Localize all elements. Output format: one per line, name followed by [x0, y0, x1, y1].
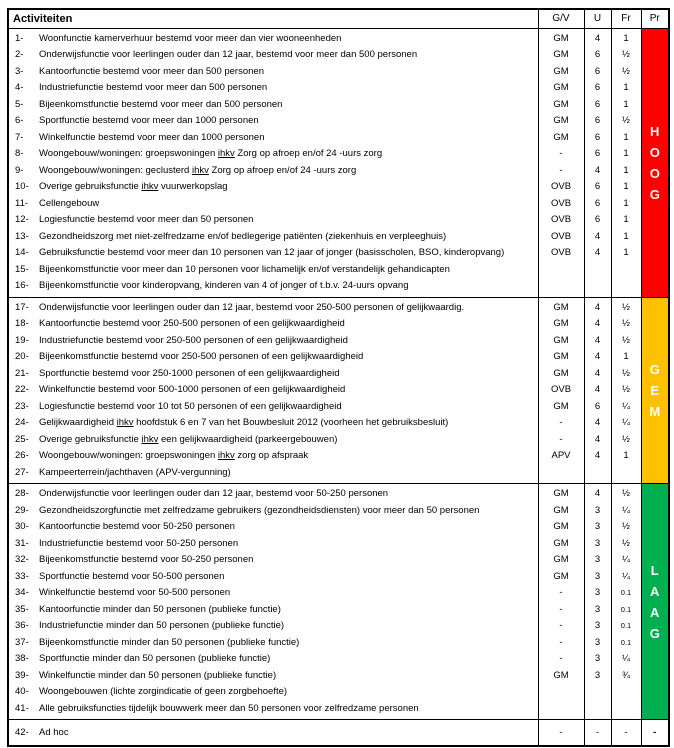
activity-row — [9, 503, 538, 520]
row-number: 38- — [15, 653, 29, 664]
row-number: 22- — [15, 384, 29, 395]
gv-value: OVB — [550, 214, 572, 225]
gv-value: GM — [553, 504, 569, 516]
activity-row — [9, 97, 538, 114]
gv-value: GM — [553, 669, 569, 681]
gv-value: - — [559, 433, 563, 445]
activity-text: Kantoorfunctie bestemd voor meer dan 500 personen — [39, 65, 264, 77]
row-number: 40- — [15, 686, 29, 697]
fr-value: ½ — [622, 334, 630, 346]
row-number: 16- — [15, 280, 29, 291]
activity-row — [9, 278, 538, 295]
fr-value: 1 — [623, 351, 629, 362]
fr-value: ¾ — [622, 669, 630, 681]
activity-row — [9, 536, 538, 553]
fr-value: ½ — [622, 367, 630, 379]
activity-row — [9, 262, 538, 279]
u-cell — [584, 28, 611, 297]
priority-group-gem — [8, 297, 669, 484]
fr-value: 1 — [623, 247, 629, 258]
fr-value — [612, 278, 641, 295]
fr-cell — [611, 484, 641, 720]
fr-value: ¼ — [622, 417, 630, 428]
u-value: 4 — [594, 230, 601, 242]
priority-group-laag — [8, 484, 669, 720]
u-value: 3 — [594, 554, 601, 565]
gv-value: OVB — [550, 247, 572, 258]
fr-value — [612, 465, 641, 482]
u-value: 4 — [594, 417, 601, 428]
row-number: 28- — [15, 488, 29, 499]
activity-row — [9, 465, 538, 482]
gv-value: - — [559, 603, 563, 615]
u-value: 6 — [594, 82, 601, 93]
activity-row — [9, 146, 538, 163]
activity-text: Kantoorfunctie bestemd voor 50-250 personen — [39, 521, 235, 532]
activity-row — [9, 333, 538, 350]
fr-value: ½ — [622, 488, 630, 499]
priority-band-gem — [641, 297, 669, 484]
gv-cell — [538, 28, 584, 297]
fr-value: ¼ — [622, 653, 630, 664]
row-number: 8- — [15, 148, 24, 159]
u-value: 3 — [594, 521, 601, 532]
gv-value: - — [559, 587, 563, 598]
u-value: 4 — [594, 384, 601, 395]
fr-value: ¼ — [622, 400, 630, 412]
priority-letter: G — [649, 186, 660, 202]
row-number: 14- — [15, 247, 29, 258]
row-number: 37- — [15, 636, 29, 648]
row-number: 25- — [15, 433, 29, 445]
activity-text: Industriefunctie bestemd voor meer dan 500 personen — [39, 82, 268, 93]
u-value: 4 — [594, 450, 601, 461]
gv-value: OVB — [550, 197, 572, 209]
fr-value: ½ — [622, 115, 630, 126]
table-header — [8, 9, 669, 28]
activities-cell — [8, 297, 538, 484]
activity-text: Kantoorfunctie bestemd voor 250-500 personen of een gelijkwaardigheid — [39, 318, 345, 329]
gv-value: GM — [553, 554, 569, 565]
fr-value: 1 — [623, 214, 629, 225]
activity-text: Kampeerterrein/jachthaven (APV-vergunning) — [39, 466, 231, 478]
activity-row — [9, 47, 538, 64]
activity-row — [9, 245, 538, 262]
row-number: 2- — [15, 49, 24, 60]
row-number: 9- — [15, 164, 24, 176]
u-value: 3 — [594, 620, 601, 631]
u-value: 4 — [594, 164, 601, 176]
row-number: 20- — [15, 351, 29, 362]
row-number: 17- — [15, 301, 29, 313]
row-number: 33- — [15, 570, 29, 582]
adhoc-row — [8, 720, 669, 746]
header-u: U — [584, 9, 611, 28]
u-value — [585, 262, 611, 279]
fr-value: 1 — [623, 450, 629, 461]
u-value: 3 — [594, 603, 601, 615]
fr-cell — [611, 297, 641, 484]
priority-letter: L — [650, 562, 659, 578]
activity-text: Overige gebruiksfunctie ihkv vuurwerkopslag — [39, 181, 228, 192]
u-value — [585, 278, 611, 295]
u-value: 4 — [594, 301, 601, 313]
row-number: 26- — [15, 450, 29, 461]
fr-value: ½ — [622, 537, 630, 549]
fr-value: ½ — [622, 65, 630, 77]
u-value — [585, 701, 611, 718]
priority-letter: G — [649, 361, 660, 377]
gv-value — [539, 278, 584, 295]
row-number: 34- — [15, 587, 29, 598]
gv-value — [539, 701, 584, 718]
activity-row — [9, 569, 538, 586]
fr-cell — [611, 28, 641, 297]
fr-value: 1 — [623, 230, 629, 242]
u-value: 6 — [594, 115, 601, 126]
fr-value: 1 — [623, 148, 629, 159]
header-pr: Pr — [641, 9, 669, 28]
row-number: 42- — [15, 726, 29, 738]
activity-text: Bijeenkomstfunctie voor kinderopvang, kinderen van 4 of jonger of t.b.v. 24-uurs opvang — [39, 280, 409, 291]
gv-value: GM — [553, 98, 569, 110]
activity-text: Industriefunctie minder dan 50 personen (publieke functie) — [39, 620, 285, 631]
gv-value: GM — [553, 82, 569, 93]
activity-row — [9, 179, 538, 196]
activity-row — [9, 519, 538, 536]
fr-value: ¼ — [622, 554, 630, 565]
activity-text: Ad hoc — [39, 726, 69, 738]
row-number: 7- — [15, 131, 24, 143]
activity-row — [9, 130, 538, 147]
u-value: 3 — [594, 537, 601, 549]
row-number: 13- — [15, 230, 29, 242]
row-number: 27- — [15, 466, 29, 478]
row-number: 24- — [15, 417, 29, 428]
u-value: 3 — [594, 653, 601, 664]
fr-value: 1 — [623, 197, 629, 209]
u-value: 6 — [594, 197, 601, 209]
u-value: 3 — [594, 636, 601, 648]
header-row — [8, 9, 669, 28]
activity-text: Cellengebouw — [39, 197, 100, 209]
fr-value: 1 — [623, 98, 629, 110]
u-value: 6 — [594, 98, 601, 110]
priority-letter: E — [650, 382, 660, 398]
activity-text: Industriefunctie bestemd voor 50-250 personen — [39, 537, 239, 549]
activity-row — [9, 80, 538, 97]
priority-band-hoog — [641, 28, 669, 297]
activity-row — [9, 448, 538, 465]
row-number: 35- — [15, 603, 29, 615]
row-number: 6- — [15, 115, 24, 126]
activities-table — [7, 8, 670, 747]
u-value: 6 — [594, 214, 601, 225]
u-value — [585, 684, 611, 701]
fr-value — [612, 701, 641, 718]
activities-cell — [8, 28, 538, 297]
u-value: 6 — [594, 131, 601, 143]
priority-letter: H — [650, 123, 660, 139]
activity-row — [9, 113, 538, 130]
adhoc-activities-cell — [8, 720, 538, 746]
activities-cell — [8, 484, 538, 720]
row-number: 19- — [15, 334, 29, 346]
activity-row — [9, 349, 538, 366]
activity-row — [9, 727, 538, 738]
activity-text: Alle gebruiksfuncties tijdelijk bouwwerk meer dan 50 personen voor zelfredzame personen — [39, 702, 419, 714]
fr-value: ½ — [622, 301, 630, 313]
u-value: 6 — [594, 400, 601, 412]
activity-row — [9, 651, 538, 668]
u-value: 6 — [594, 181, 601, 192]
u-cell — [584, 484, 611, 720]
gv-value: GM — [553, 65, 569, 77]
adhoc-pr-cell: - — [641, 720, 669, 746]
u-value: 4 — [594, 32, 601, 44]
fr-value — [612, 684, 641, 701]
gv-value: - — [559, 620, 563, 631]
gv-value: GM — [553, 537, 569, 549]
row-number: 29- — [15, 504, 29, 516]
row-number: 1- — [15, 32, 24, 44]
u-value: 3 — [594, 669, 601, 681]
activity-row — [9, 316, 538, 333]
activity-text: Bijeenkomstfunctie minder dan 50 personen (publieke functie) — [39, 636, 300, 648]
row-number: 4- — [15, 82, 24, 93]
adhoc-fr-cell: - — [611, 720, 641, 746]
row-number: 30- — [15, 521, 29, 532]
u-value — [585, 465, 611, 482]
row-number: 36- — [15, 620, 29, 631]
u-cell — [584, 297, 611, 484]
gv-value — [539, 262, 584, 279]
gv-value: - — [559, 636, 563, 648]
activity-text: Bijeenkomstfunctie bestemd voor 250-500 personen of een gelijkwaardigheid — [39, 351, 364, 362]
gv-value: GM — [553, 131, 569, 143]
gv-value: APV — [551, 450, 571, 461]
u-value: 4 — [594, 433, 601, 445]
adhoc-gv-cell: - — [538, 720, 584, 746]
activity-text: Winkelfunctie bestemd voor 50-500 personen — [39, 587, 231, 598]
activity-row — [9, 31, 538, 48]
activity-row — [9, 64, 538, 81]
activity-text: Woonfunctie kamerverhuur bestemd voor meer dan vier wooneenheden — [39, 32, 342, 44]
activity-text: Winkelfunctie bestemd voor meer dan 1000 personen — [39, 131, 265, 143]
row-number: 11- — [15, 197, 29, 209]
u-value: 4 — [594, 488, 601, 499]
activity-text: Sportfunctie bestemd voor meer dan 1000 personen — [39, 115, 259, 126]
activity-text: Woongebouwen (lichte zorgindicatie of geen zorgbehoefte) — [39, 686, 288, 697]
activities-tbody — [8, 28, 669, 746]
activity-text: Sportfunctie minder dan 50 personen (publieke functie) — [39, 653, 271, 664]
activity-text: Woongebouw/woningen: groepswoningen ihkv zorg op afspraak — [39, 450, 309, 461]
gv-value: - — [559, 148, 563, 159]
activity-row — [9, 618, 538, 635]
gv-value: GM — [553, 49, 569, 60]
gv-value: GM — [553, 301, 569, 313]
gv-value: GM — [553, 351, 569, 362]
activity-row — [9, 229, 538, 246]
header-gv: G/V — [538, 9, 584, 28]
row-number: 15- — [15, 263, 29, 275]
fr-value: 0.1 — [620, 621, 632, 630]
priority-letter: A — [650, 583, 660, 599]
activity-text: Onderwijsfunctie voor leerlingen ouder dan 12 jaar, bestemd voor 50-250 personen — [39, 488, 389, 499]
activity-row — [9, 300, 538, 317]
activity-text: Woongebouw/woningen: groepswoningen ihkv Zorg op afroep en/of 24 -uurs zorg — [39, 148, 383, 159]
row-number: 39- — [15, 669, 29, 681]
gv-value: - — [559, 164, 563, 176]
activity-row — [9, 486, 538, 503]
row-number: 21- — [15, 367, 29, 379]
row-number: 18- — [15, 318, 29, 329]
fr-value: 0.1 — [620, 588, 632, 597]
fr-value: ¼ — [622, 504, 630, 516]
activity-row — [9, 163, 538, 180]
header-activities: Activiteiten — [8, 9, 538, 28]
row-number: 32- — [15, 554, 29, 565]
activity-row — [9, 196, 538, 213]
fr-value: ½ — [622, 384, 630, 395]
activity-row — [9, 212, 538, 229]
fr-value: 1 — [623, 82, 629, 93]
u-value: 6 — [594, 49, 601, 60]
activity-row — [9, 366, 538, 383]
u-value: 6 — [594, 148, 601, 159]
activity-text: Gezondheidszorgfunctie met zelfredzame gebruikers (gezondheidsdiensten) voor meer dan 50 personen — [39, 504, 480, 516]
u-value: 6 — [594, 65, 601, 77]
priority-letter: O — [649, 144, 660, 160]
row-number: 41- — [15, 702, 29, 714]
activity-row — [9, 684, 538, 701]
row-number: 31- — [15, 537, 29, 549]
gv-value: GM — [553, 318, 569, 329]
activity-text: Gezondheidszorg met niet-zelfredzame en/of bedlegerige patiënten (ziekenhuis en verpleeghuis) — [39, 230, 447, 242]
activity-row — [9, 415, 538, 432]
gv-cell — [538, 484, 584, 720]
u-value: 4 — [594, 318, 601, 329]
gv-value: - — [559, 417, 563, 428]
priority-band-laag — [641, 484, 669, 720]
gv-value: - — [559, 653, 563, 664]
activity-text: Sportfunctie bestemd voor 250-1000 personen of een gelijkwaardigheid — [39, 367, 340, 379]
activity-row — [9, 382, 538, 399]
fr-value: ½ — [622, 49, 630, 60]
row-number: 3- — [15, 65, 24, 77]
adhoc-u-cell: - — [584, 720, 611, 746]
gv-value: GM — [553, 488, 569, 499]
activity-row — [9, 399, 538, 416]
activity-text: Logiesfunctie bestemd voor meer dan 50 personen — [39, 214, 254, 225]
gv-value: GM — [553, 115, 569, 126]
u-value: 4 — [594, 247, 601, 258]
fr-value: 1 — [623, 181, 629, 192]
activity-text: Overige gebruiksfunctie ihkv een gelijkwaardigheid (parkeergebouwen) — [39, 433, 338, 445]
gv-cell — [538, 297, 584, 484]
activity-text: Kantoorfunctie minder dan 50 personen (publieke functie) — [39, 603, 281, 615]
fr-value: ½ — [622, 433, 630, 445]
priority-letter: A — [650, 604, 660, 620]
activity-text: Onderwijsfunctie voor leerlingen ouder dan 12 jaar, bestemd voor 250-500 personen of gelijkwaardig. — [39, 301, 465, 313]
fr-value: 0.1 — [620, 604, 632, 614]
u-value: 3 — [594, 504, 601, 516]
row-number: 12- — [15, 214, 29, 225]
u-value: 4 — [594, 367, 601, 379]
row-number: 5- — [15, 98, 24, 110]
activity-text: Gebruiksfunctie bestemd voor meer dan 10 personen van 12 jaar of jonger (basisscholen, BSO, kinderopvang) — [39, 247, 505, 258]
fr-value — [612, 262, 641, 279]
fr-value: 1 — [623, 32, 629, 44]
u-value: 3 — [594, 587, 601, 598]
gv-value — [539, 465, 584, 482]
activity-text: Onderwijsfunctie voor leerlingen ouder dan 12 jaar, bestemd voor meer dan 500 personen — [39, 49, 418, 60]
activity-text: Logiesfunctie bestemd voor 10 tot 50 personen of een gelijkwaardigheid — [39, 400, 342, 412]
activity-text: Industriefunctie bestemd voor 250-500 personen of een gelijkwaardigheid — [39, 334, 348, 346]
gv-value: GM — [553, 521, 569, 532]
fr-value: ½ — [622, 521, 630, 532]
activity-row — [9, 602, 538, 619]
priority-letter: G — [649, 625, 660, 641]
gv-value: GM — [553, 32, 569, 44]
fr-value: ½ — [622, 318, 630, 329]
activity-row — [9, 701, 538, 718]
activity-row — [9, 635, 538, 652]
fr-value: 1 — [623, 164, 629, 176]
gv-value: OVB — [550, 230, 572, 242]
priority-letter: M — [649, 403, 661, 419]
gv-value: GM — [553, 570, 569, 582]
u-value: 4 — [594, 334, 601, 346]
activity-text: Bijeenkomstfunctie voor meer dan 10 personen voor lichamelijk en/of verstandelijk gehandicapten — [39, 263, 450, 275]
activity-text: Gelijkwaardigheid ihkv hoofdstuk 6 en 7 van het Bouwbesluit 2012 (voorheen het gebruiksbesluit) — [39, 417, 449, 428]
gv-value: GM — [553, 334, 569, 346]
activity-text: Bijeenkomstfunctie bestemd voor meer dan 500 personen — [39, 98, 283, 110]
u-value: 4 — [594, 351, 601, 362]
activity-row — [9, 668, 538, 685]
fr-value: ¼ — [622, 570, 630, 582]
gv-value: OVB — [550, 181, 572, 192]
row-number: 10- — [15, 181, 29, 192]
activity-row — [9, 552, 538, 569]
activity-text: Winkelfunctie bestemd voor 500-1000 personen of een gelijkwaardigheid — [39, 384, 346, 395]
activity-text: Woongebouw/woningen: geclusterd ihkv Zorg op afroep en/of 24 -uurs zorg — [39, 164, 357, 176]
fr-value: 1 — [623, 131, 629, 143]
gv-value: GM — [553, 367, 569, 379]
u-value: 3 — [594, 570, 601, 582]
activity-text: Bijeenkomstfunctie bestemd voor 50-250 personen — [39, 554, 254, 565]
activity-text: Sportfunctie bestemd voor 50-500 personen — [39, 570, 225, 582]
activity-row — [9, 432, 538, 449]
gv-value — [539, 684, 584, 701]
activity-text: Winkelfunctie minder dan 50 personen (publieke functie) — [39, 669, 277, 681]
header-fr: Fr — [611, 9, 641, 28]
fr-value: 0.1 — [620, 637, 632, 647]
priority-letter: O — [649, 165, 660, 181]
row-number: 23- — [15, 400, 29, 412]
activity-row — [9, 585, 538, 602]
gv-value: OVB — [550, 384, 572, 395]
gv-value: GM — [553, 400, 569, 412]
priority-group-hoog — [8, 28, 669, 297]
